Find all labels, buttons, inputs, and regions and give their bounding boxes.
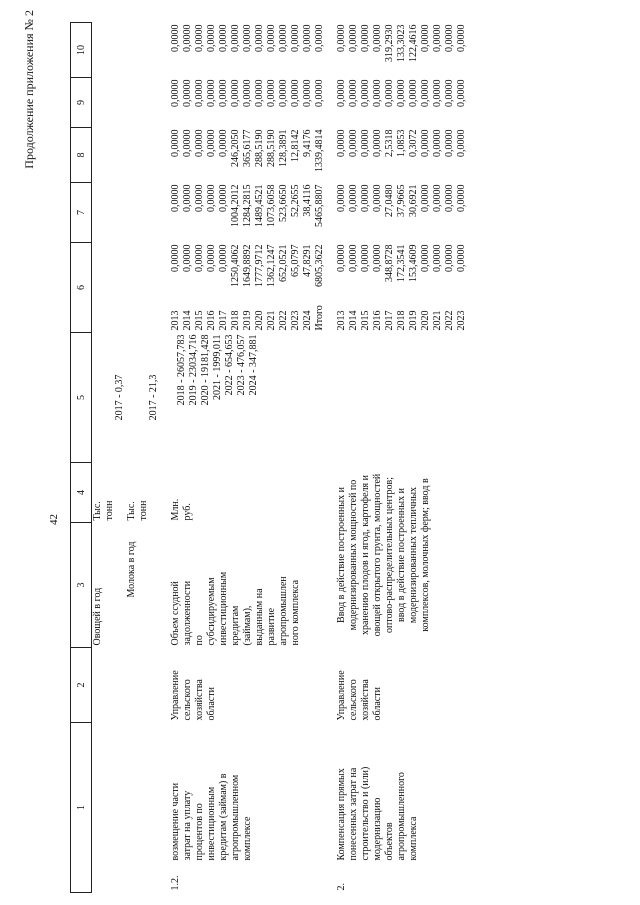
- column-10: [160, 23, 326, 78]
- executor: Управление сельского хозяйства области: [336, 670, 383, 721]
- value-cell: 0,0000: [230, 24, 241, 52]
- value-cell: 0,0000: [266, 24, 277, 52]
- value-cell: 0,0000: [242, 79, 253, 107]
- value-cell: 12,8142: [290, 129, 301, 162]
- year-label: 2020: [420, 310, 431, 331]
- value-cell: 0,0000: [432, 244, 443, 272]
- value-cell: 1649,8892: [242, 244, 253, 287]
- value-cell: 523,6650: [278, 184, 289, 222]
- value-cell: 0,0000: [254, 24, 265, 52]
- value-cell: 1339,4814: [314, 129, 325, 172]
- year-label: 2024: [302, 310, 313, 331]
- value-cell: 0,0000: [432, 184, 443, 212]
- column-6: [326, 243, 468, 301]
- value-cell: 0,0000: [456, 129, 467, 157]
- value-cell: 0,0000: [348, 79, 359, 107]
- year-label: 2020: [254, 310, 265, 331]
- year-label: 2019: [408, 310, 419, 331]
- value-cell: 0,0000: [194, 184, 205, 212]
- year-label: 2015: [194, 310, 205, 331]
- value-cell: 0,0000: [206, 24, 217, 52]
- value-cell: 65,0797: [290, 244, 301, 277]
- value-cell: 0,0000: [206, 79, 217, 107]
- value-cell: 0,0000: [456, 24, 467, 52]
- value-cell: 1777,9712: [254, 244, 265, 287]
- value-cell: 246,2050: [230, 129, 241, 167]
- indicator-unit: Тыс. тонн: [126, 500, 149, 521]
- value-cell: 0,0000: [372, 184, 383, 212]
- appendix-table: [70, 22, 468, 893]
- value-cell: 0,0000: [218, 79, 229, 107]
- value-cell: 0,0000: [182, 129, 193, 157]
- value-cell: 27,0480: [384, 184, 395, 217]
- value-cell: 0,0000: [336, 79, 347, 107]
- value-cell: 1362,1247: [266, 244, 277, 287]
- column-6: [160, 243, 326, 301]
- value-cell: 288,5190: [266, 129, 277, 167]
- indicator-name: Ввод в действие построенных и модернизированных мощностей по хранению плодов и ягод, картофеля и овощей открытого грунта, мощностей оптово-распределительных центров; ввод в действие построенных и модернизированных тепличных комплексов, молочных ферм; ввод в: [336, 473, 431, 637]
- value-cell: 319,2930: [384, 24, 395, 62]
- value-cell: 0,0000: [218, 244, 229, 272]
- value-cell: 0,0000: [218, 24, 229, 52]
- year-column: [160, 301, 326, 333]
- indicator-name: Молока в год: [126, 541, 137, 598]
- header-cell-4: 4: [71, 463, 92, 523]
- value-cell: 37,9665: [396, 184, 407, 217]
- value-cell: 0,0000: [206, 244, 217, 272]
- value-cell: 652,0521: [278, 244, 289, 282]
- value-cell: 0,0000: [360, 184, 371, 212]
- value-cell: 0,0000: [420, 244, 431, 272]
- value-cell: 0,0000: [314, 24, 325, 52]
- value-cell: 0,0000: [218, 184, 229, 212]
- value-cell: 0,0000: [420, 24, 431, 52]
- value-cell: 52,2655: [290, 184, 301, 217]
- column-7: [160, 183, 326, 243]
- target-row-milk: [126, 23, 160, 893]
- value-cell: 0,0000: [254, 79, 265, 107]
- header-cell-2: 2: [71, 648, 92, 723]
- header-cell-8: 8: [71, 128, 92, 183]
- column-8: [160, 128, 326, 183]
- value-cell: 0,0000: [206, 184, 217, 212]
- value-cell: 0,0000: [170, 24, 181, 52]
- year-label: 2013: [170, 310, 181, 331]
- target-value: 2022 - 654,653: [224, 334, 235, 396]
- value-cell: 38,4116: [302, 184, 313, 217]
- value-cell: 0,0000: [194, 79, 205, 107]
- value-cell: 0,0000: [444, 24, 455, 52]
- value-cell: 0,0000: [432, 24, 443, 52]
- value-cell: 0,0000: [360, 24, 371, 52]
- value-cell: 1073,6058: [266, 184, 277, 227]
- indicator-unit: Тыс. тонн: [92, 500, 115, 521]
- year-label: 2023: [290, 310, 301, 331]
- year-label: 2022: [278, 310, 289, 331]
- value-cell: 0,0000: [194, 244, 205, 272]
- year-label: 2014: [348, 310, 359, 331]
- value-cell: 0,0000: [372, 79, 383, 107]
- value-cell: 0,0000: [242, 24, 253, 52]
- column-10: [326, 23, 468, 78]
- page-number: 42: [48, 514, 60, 525]
- value-cell: 0,0000: [206, 129, 217, 157]
- value-cell: 0,0000: [170, 184, 181, 212]
- year-label: 2016: [372, 310, 383, 331]
- value-cell: 0,0000: [302, 24, 313, 52]
- value-cell: 0,0000: [290, 79, 301, 107]
- value-cell: 0,0000: [396, 79, 407, 107]
- value-cell: 365,6177: [242, 129, 253, 167]
- value-cell: 1284,2815: [242, 184, 253, 227]
- year-label: 2016: [206, 310, 217, 331]
- value-cell: 0,0000: [348, 24, 359, 52]
- value-cell: 0,0000: [336, 184, 347, 212]
- value-cell: 0,0000: [314, 79, 325, 107]
- header-row: [71, 23, 92, 893]
- value-cell: 0,0000: [290, 24, 301, 52]
- indicator-name: Овощей в год: [92, 587, 103, 646]
- header-cell-1: 1: [71, 723, 92, 893]
- year-label: 2018: [396, 310, 407, 331]
- value-cell: 0,0000: [384, 79, 395, 107]
- value-cell: 0,0000: [194, 24, 205, 52]
- value-cell: 0,0000: [360, 244, 371, 272]
- indicator-target-values: [176, 335, 260, 461]
- year-label: 2019: [242, 310, 253, 331]
- row-number: 2.: [336, 883, 347, 891]
- value-cell: 133,3023: [396, 24, 407, 62]
- value-cell: 0,0000: [336, 129, 347, 157]
- value-cell: 0,0000: [348, 184, 359, 212]
- header-cell-9: 9: [71, 78, 92, 128]
- year-label: 2022: [444, 310, 455, 331]
- value-cell: 0,0000: [432, 79, 443, 107]
- value-cell: 0,0000: [372, 24, 383, 52]
- value-cell: 0,0000: [456, 79, 467, 107]
- value-cell: 0,0000: [420, 79, 431, 107]
- value-cell: 0,3072: [408, 129, 419, 157]
- value-cell: 2,5318: [384, 129, 395, 157]
- column-9: [326, 78, 468, 128]
- section-row-1-2: [160, 23, 326, 893]
- header-cell-6: 6: [71, 243, 92, 333]
- value-cell: 0,0000: [182, 244, 193, 272]
- value-cell: 0,0000: [360, 129, 371, 157]
- value-cell: 0,0000: [420, 184, 431, 212]
- value-cell: 47,8291: [302, 244, 313, 277]
- value-cell: 0,0000: [408, 79, 419, 107]
- value-cell: 0,0000: [372, 129, 383, 157]
- section-row-2: [326, 23, 468, 893]
- year-label: 2023: [456, 310, 467, 331]
- target-value: 2021 - 1999,011: [212, 334, 223, 400]
- target-row-vegetables: [92, 23, 127, 893]
- year-label: Итого: [314, 305, 325, 331]
- year-label: 2013: [336, 310, 347, 331]
- value-cell: 288,5190: [254, 129, 265, 167]
- target-value: 2019 - 23034,716: [188, 334, 199, 406]
- value-cell: 348,8728: [384, 244, 395, 282]
- header-cell-10: 10: [71, 23, 92, 78]
- value-cell: 0,0000: [182, 184, 193, 212]
- header-cell-5: 5: [71, 333, 92, 463]
- value-cell: 0,0000: [170, 129, 181, 157]
- value-cell: 0,0000: [266, 79, 277, 107]
- value-cell: 1489,4521: [254, 184, 265, 227]
- year-label: 2014: [182, 310, 193, 331]
- indicator-value: 2017 - 21,3: [148, 374, 159, 421]
- value-cell: 0,0000: [302, 79, 313, 107]
- value-cell: 0,0000: [444, 244, 455, 272]
- value-cell: 128,3891: [278, 129, 289, 167]
- value-cell: 0,0000: [230, 79, 241, 107]
- value-cell: 0,0000: [456, 244, 467, 272]
- year-label: 2021: [432, 310, 443, 331]
- target-value: 2018 - 26057,783: [176, 334, 187, 406]
- indicator-unit: Млн. руб.: [170, 498, 193, 521]
- target-value: 2020 - 19181,428: [200, 334, 211, 406]
- indicator-value: 2017 - 0,37: [114, 374, 125, 421]
- value-cell: 0,0000: [182, 24, 193, 52]
- row-number: 1.2.: [170, 875, 181, 891]
- value-cell: 0,0000: [336, 244, 347, 272]
- value-cell: 30,6921: [408, 184, 419, 217]
- year-label: 2015: [360, 310, 371, 331]
- value-cell: 0,0000: [360, 79, 371, 107]
- indicator-name: Объем ссудной задолженности по субсидируемым инвестиционным кредитам (займам), выданным на развитие агропромышлен ного комплекса: [170, 571, 301, 646]
- value-cell: 6805,3622: [314, 244, 325, 287]
- value-cell: 0,0000: [444, 129, 455, 157]
- value-cell: 5465,8807: [314, 184, 325, 227]
- value-cell: 0,0000: [372, 244, 383, 272]
- column-9: [160, 78, 326, 128]
- value-cell: 0,0000: [420, 129, 431, 157]
- value-cell: 0,0000: [456, 184, 467, 212]
- value-cell: 1250,4062: [230, 244, 241, 287]
- value-cell: 9,4176: [302, 129, 313, 157]
- year-label: 2021: [266, 310, 277, 331]
- header-cell-7: 7: [71, 183, 92, 243]
- value-cell: 0,0000: [432, 129, 443, 157]
- year-column: [326, 301, 468, 333]
- value-cell: 0,0000: [444, 79, 455, 107]
- column-7: [326, 183, 468, 243]
- value-cell: 0,0000: [218, 129, 229, 157]
- year-label: 2018: [230, 310, 241, 331]
- value-cell: 0,0000: [348, 129, 359, 157]
- measure-name: возмещение части затрат на уплату процентов по инвестиционным кредитам (займам) в агропромышленном комплексе: [170, 773, 253, 861]
- value-cell: 0,0000: [170, 79, 181, 107]
- value-cell: 172,3541: [396, 244, 407, 282]
- value-cell: 0,0000: [170, 244, 181, 272]
- value-cell: 0,0000: [278, 79, 289, 107]
- value-cell: 0,0000: [348, 244, 359, 272]
- value-cell: 0,0000: [278, 24, 289, 52]
- value-cell: 0,0000: [336, 24, 347, 52]
- header-cell-3: 3: [71, 523, 92, 648]
- target-value: 2023 - 476,057: [236, 334, 247, 396]
- value-cell: 1,0853: [396, 129, 407, 157]
- value-cell: 0,0000: [444, 184, 455, 212]
- measure-name: Компенсация прямых понесенных затрат на строительство и (или) модернизацию объектов агропромышленного комплекса: [336, 766, 419, 861]
- appendix-heading: Продолжение приложения № 2: [22, 10, 36, 169]
- executor: Управление сельского хозяйства области: [170, 670, 217, 721]
- value-cell: 1004,2012: [230, 184, 241, 227]
- year-label: 2017: [384, 310, 395, 331]
- column-8: [326, 128, 468, 183]
- target-value: 2024 - 347,881: [248, 334, 259, 396]
- value-cell: 0,0000: [182, 79, 193, 107]
- value-cell: 153,4609: [408, 244, 419, 282]
- value-cell: 122,4616: [408, 24, 419, 62]
- year-label: 2017: [218, 310, 229, 331]
- value-cell: 0,0000: [194, 129, 205, 157]
